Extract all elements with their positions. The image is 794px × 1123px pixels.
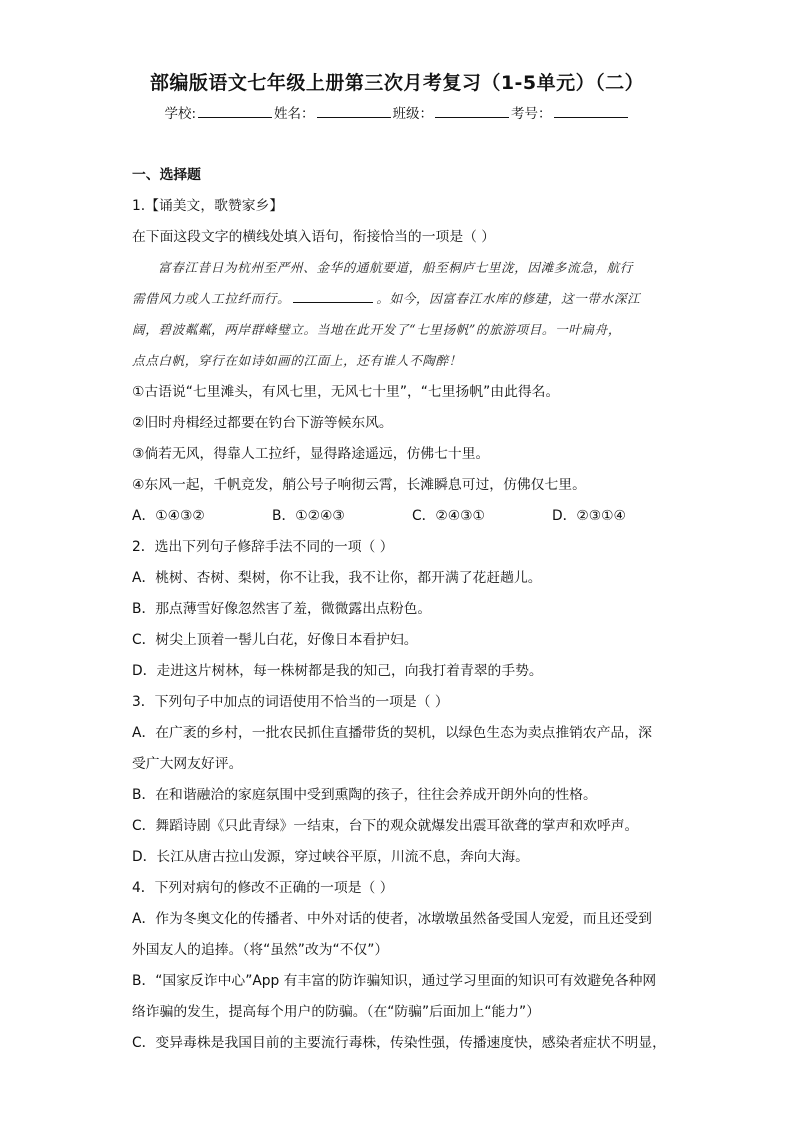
option-a[interactable]: A．①④③②: [132, 508, 205, 524]
option-b-continued: 络诈骗的发生，提高每个用户的防骗。（在“防骗”后面加上“能力”）: [132, 1004, 541, 1020]
class-field[interactable]: [435, 104, 509, 118]
sentence-3: ③倘若无风，得靠人工拉纤，显得路途遥远，仿佛七十里。: [132, 446, 490, 462]
sentence-2: ②旧时舟楫经过都要在钓台下游等候东风。: [132, 415, 393, 431]
fill-in-blank: [293, 290, 373, 303]
option-c[interactable]: C．树尖上顶着一髻儿白花，好像日本看护妇。: [132, 632, 418, 648]
question-1-head: 1.【诵美文，歌赞家乡】: [132, 198, 284, 214]
passage-text: 需借风力或人工拉纤而行。: [132, 291, 291, 306]
question-3-head: 3．下列句子中加点的词语使用不恰当的一项是（ ）: [132, 694, 449, 710]
option-b[interactable]: B．在和谐融洽的家庭氛围中受到熏陶的孩子，往往会养成开朗外向的性格。: [132, 787, 597, 803]
student-info-line: [0, 102, 794, 122]
section-title: 一、选择题: [132, 167, 201, 183]
passage-line: [132, 290, 672, 321]
option-a[interactable]: A．在广袤的乡村，一批农民抓住直播带货的契机，以绿色生态为卖点推销农产品，深: [132, 725, 652, 741]
name-field[interactable]: [317, 104, 391, 118]
name-label: 姓名：: [274, 106, 315, 122]
question-4-head: 4．下列对病句的修改不正确的一项是（ ）: [132, 880, 394, 896]
question-1-prompt: 在下面这段文字的横线处填入语句，衔接恰当的一项是（ ）: [132, 229, 496, 245]
sentence-1: ①古语说“七里滩头，有风七里，无风七十里”，“七里扬帆”由此得名。: [132, 384, 560, 400]
school-label: 学校:: [164, 106, 197, 122]
option-b[interactable]: B．那点薄雪好像忽然害了羞，微微露出点粉色。: [132, 601, 432, 617]
passage-line: 点点白帆，穿行在如诗如画的江面上，还有谁人不陶醉！: [132, 353, 462, 368]
number-field[interactable]: [554, 104, 628, 118]
option-d[interactable]: D．走进这片树林，每一株树都是我的知己，向我打着青翠的手势。: [132, 663, 543, 679]
passage-text: 。如今，因富春江水库的修建，这一带水深江: [376, 291, 641, 306]
option-c[interactable]: C．②④③①: [412, 508, 485, 524]
option-a[interactable]: A．作为冬奥文化的传播者、中外对话的使者，冰墩墩虽然备受国人宠爱，而且还受到: [132, 911, 652, 927]
school-field[interactable]: [198, 104, 272, 118]
option-b[interactable]: B．“国家反诈中心”App 有丰富的防诈骗知识，通过学习里面的知识可有效避免各种网: [132, 973, 657, 989]
sentence-4: ④东风一起，千帆竞发，艄公号子响彻云霄，长滩瞬息可过，仿佛仅七里。: [132, 477, 586, 493]
option-a-continued: 外国友人的追捧。（将“虽然”改为“不仅”）: [132, 942, 389, 958]
option-b[interactable]: B．①②④③: [272, 508, 345, 524]
option-c[interactable]: C．变异毒株是我国目前的主要流行毒株，传染性强，传播速度快，感染者症状不明显，: [132, 1035, 666, 1051]
passage-line: 富春江昔日为杭州至严州、金华的通航要道，船至桐庐七里泷，因滩多流急，航行: [158, 260, 633, 275]
option-c[interactable]: C．舞蹈诗剧《只此青绿》一结束，台下的观众就爆发出震耳欲聋的掌声和欢呼声。: [132, 818, 639, 834]
option-a-continued: 受广大网友好评。: [132, 756, 243, 772]
option-a[interactable]: A．桃树、杏树、梨树，你不让我，我不让你，都开满了花赶趟儿。: [132, 570, 542, 586]
question-1-options: [132, 507, 672, 538]
question-2-head: 2．选出下列句子修辞手法不同的一项（ ）: [132, 539, 394, 555]
passage-line: 阔，碧波粼粼，两岸群峰璧立。当地在此开发了“七里扬帆”的旅游项目。一叶扁舟，: [132, 322, 622, 337]
option-d[interactable]: D．②③①④: [552, 508, 626, 524]
page-title: 部编版语文七年级上册第三次月考复习（1-5单元）（二）: [149, 72, 645, 94]
class-label: 班级：: [392, 106, 434, 122]
question-content: [132, 166, 672, 1065]
number-label: 考号：: [511, 106, 552, 122]
option-d[interactable]: D．长江从唐古拉山发源，穿过峡谷平原，川流不息，奔向大海。: [132, 849, 529, 865]
